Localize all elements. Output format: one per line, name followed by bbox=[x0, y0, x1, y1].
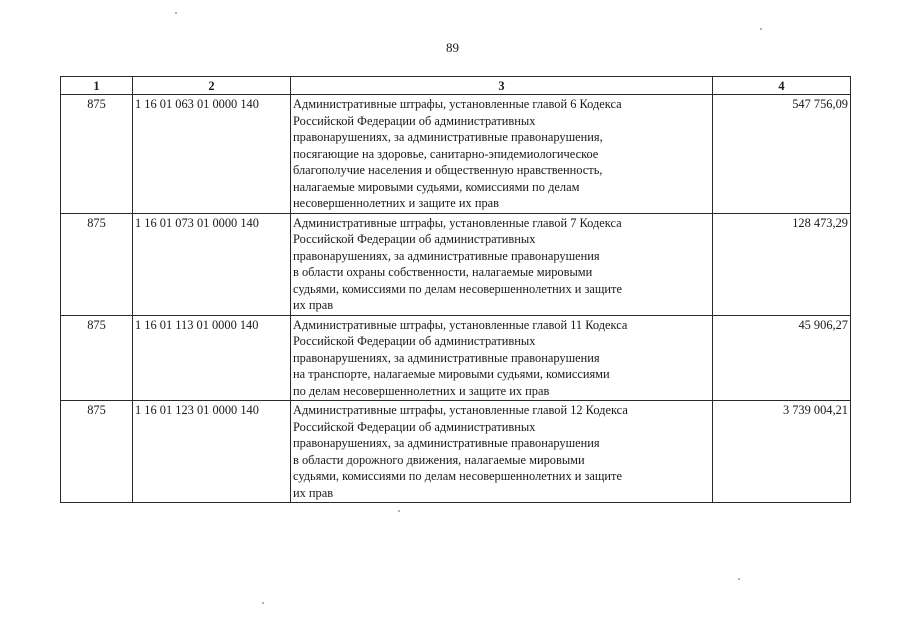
header-col-4: 4 bbox=[713, 77, 851, 95]
revenue-name-line: Российской Федерации об административных bbox=[293, 419, 536, 434]
budget-table bbox=[60, 76, 851, 503]
amount-cell: 3 739 004,21 bbox=[713, 401, 851, 503]
admin-code-cell: 875 bbox=[61, 213, 133, 315]
revenue-name-line: Российской Федерации об административных bbox=[293, 232, 536, 246]
table-body bbox=[61, 95, 851, 503]
amount-cell: 45 906,27 bbox=[713, 315, 851, 401]
admin-code-cell: 875 bbox=[61, 95, 133, 214]
revenue-name-line: посягающие на здоровье, санитарно-эпидемиологическое bbox=[293, 146, 599, 161]
table-row bbox=[61, 315, 851, 401]
revenue-name-line: на транспорте, налагаемые мировыми судьями, комиссиями bbox=[293, 367, 610, 381]
revenue-name-line: в области дорожного движения, налагаемые мировыми bbox=[293, 452, 585, 467]
revenue-name-line: судьями, комиссиями по делам несовершеннолетних и защите bbox=[293, 469, 622, 483]
revenue-name-line: благополучие населения и общественную нравственность, bbox=[293, 163, 603, 177]
table-row bbox=[61, 213, 851, 315]
revenue-name-line: их прав bbox=[293, 485, 334, 500]
scan-speck bbox=[738, 578, 740, 580]
revenue-name-line: судьями, комиссиями по делам несовершеннолетних и защите bbox=[293, 281, 622, 296]
revenue-name-line: правонарушениях, за административные правонарушения bbox=[293, 350, 600, 365]
scan-speck bbox=[175, 12, 177, 14]
scan-speck bbox=[398, 510, 400, 512]
revenue-name-cell bbox=[291, 401, 713, 503]
scan-speck bbox=[262, 602, 264, 604]
revenue-name-line: Административные штрафы, установленные главой 11 Кодекса bbox=[293, 317, 628, 332]
revenue-name-line: в области охраны собственности, налагаемые мировыми bbox=[293, 265, 593, 279]
header-col-2: 2 bbox=[133, 77, 291, 95]
revenue-name-line: налагаемые мировыми судьями, комиссиями по делам bbox=[293, 179, 580, 194]
amount-cell: 547 756,09 bbox=[713, 95, 851, 214]
revenue-name-line: их прав bbox=[293, 298, 334, 312]
revenue-name-line: по делам несовершеннолетних и защите их прав bbox=[293, 383, 550, 398]
admin-code-cell: 875 bbox=[61, 401, 133, 503]
revenue-name-line: Административные штрафы, установленные главой 6 Кодекса bbox=[293, 97, 622, 111]
revenue-name-cell bbox=[291, 315, 713, 401]
table-row bbox=[61, 95, 851, 214]
kbk-code-cell: 1 16 01 113 01 0000 140 bbox=[133, 315, 291, 401]
scan-speck bbox=[760, 28, 762, 30]
revenue-name-line: правонарушениях, за административные правонарушения, bbox=[293, 130, 603, 144]
revenue-name-line: правонарушениях, за административные правонарушения bbox=[293, 436, 600, 450]
revenue-name-line: Административные штрафы, установленные главой 7 Кодекса bbox=[293, 215, 622, 230]
table-row bbox=[61, 401, 851, 503]
revenue-name-line: Российской Федерации об административных bbox=[293, 334, 536, 348]
revenue-name-line: правонарушениях, за административные правонарушения bbox=[293, 248, 600, 263]
revenue-name-line: Российской Федерации об административных bbox=[293, 113, 536, 128]
table-header-row bbox=[61, 77, 851, 95]
kbk-code-cell: 1 16 01 123 01 0000 140 bbox=[133, 401, 291, 503]
revenue-name-cell bbox=[291, 213, 713, 315]
kbk-code-cell: 1 16 01 063 01 0000 140 bbox=[133, 95, 291, 214]
admin-code-cell: 875 bbox=[61, 315, 133, 401]
kbk-code-cell: 1 16 01 073 01 0000 140 bbox=[133, 213, 291, 315]
amount-cell: 128 473,29 bbox=[713, 213, 851, 315]
revenue-name-cell bbox=[291, 95, 713, 214]
header-col-1: 1 bbox=[61, 77, 133, 95]
page-number: 89 bbox=[446, 40, 459, 55]
revenue-name-line: несовершеннолетних и защите их прав bbox=[293, 196, 500, 210]
revenue-name-line: Административные штрафы, установленные главой 12 Кодекса bbox=[293, 403, 628, 417]
header-col-3: 3 bbox=[291, 77, 713, 95]
